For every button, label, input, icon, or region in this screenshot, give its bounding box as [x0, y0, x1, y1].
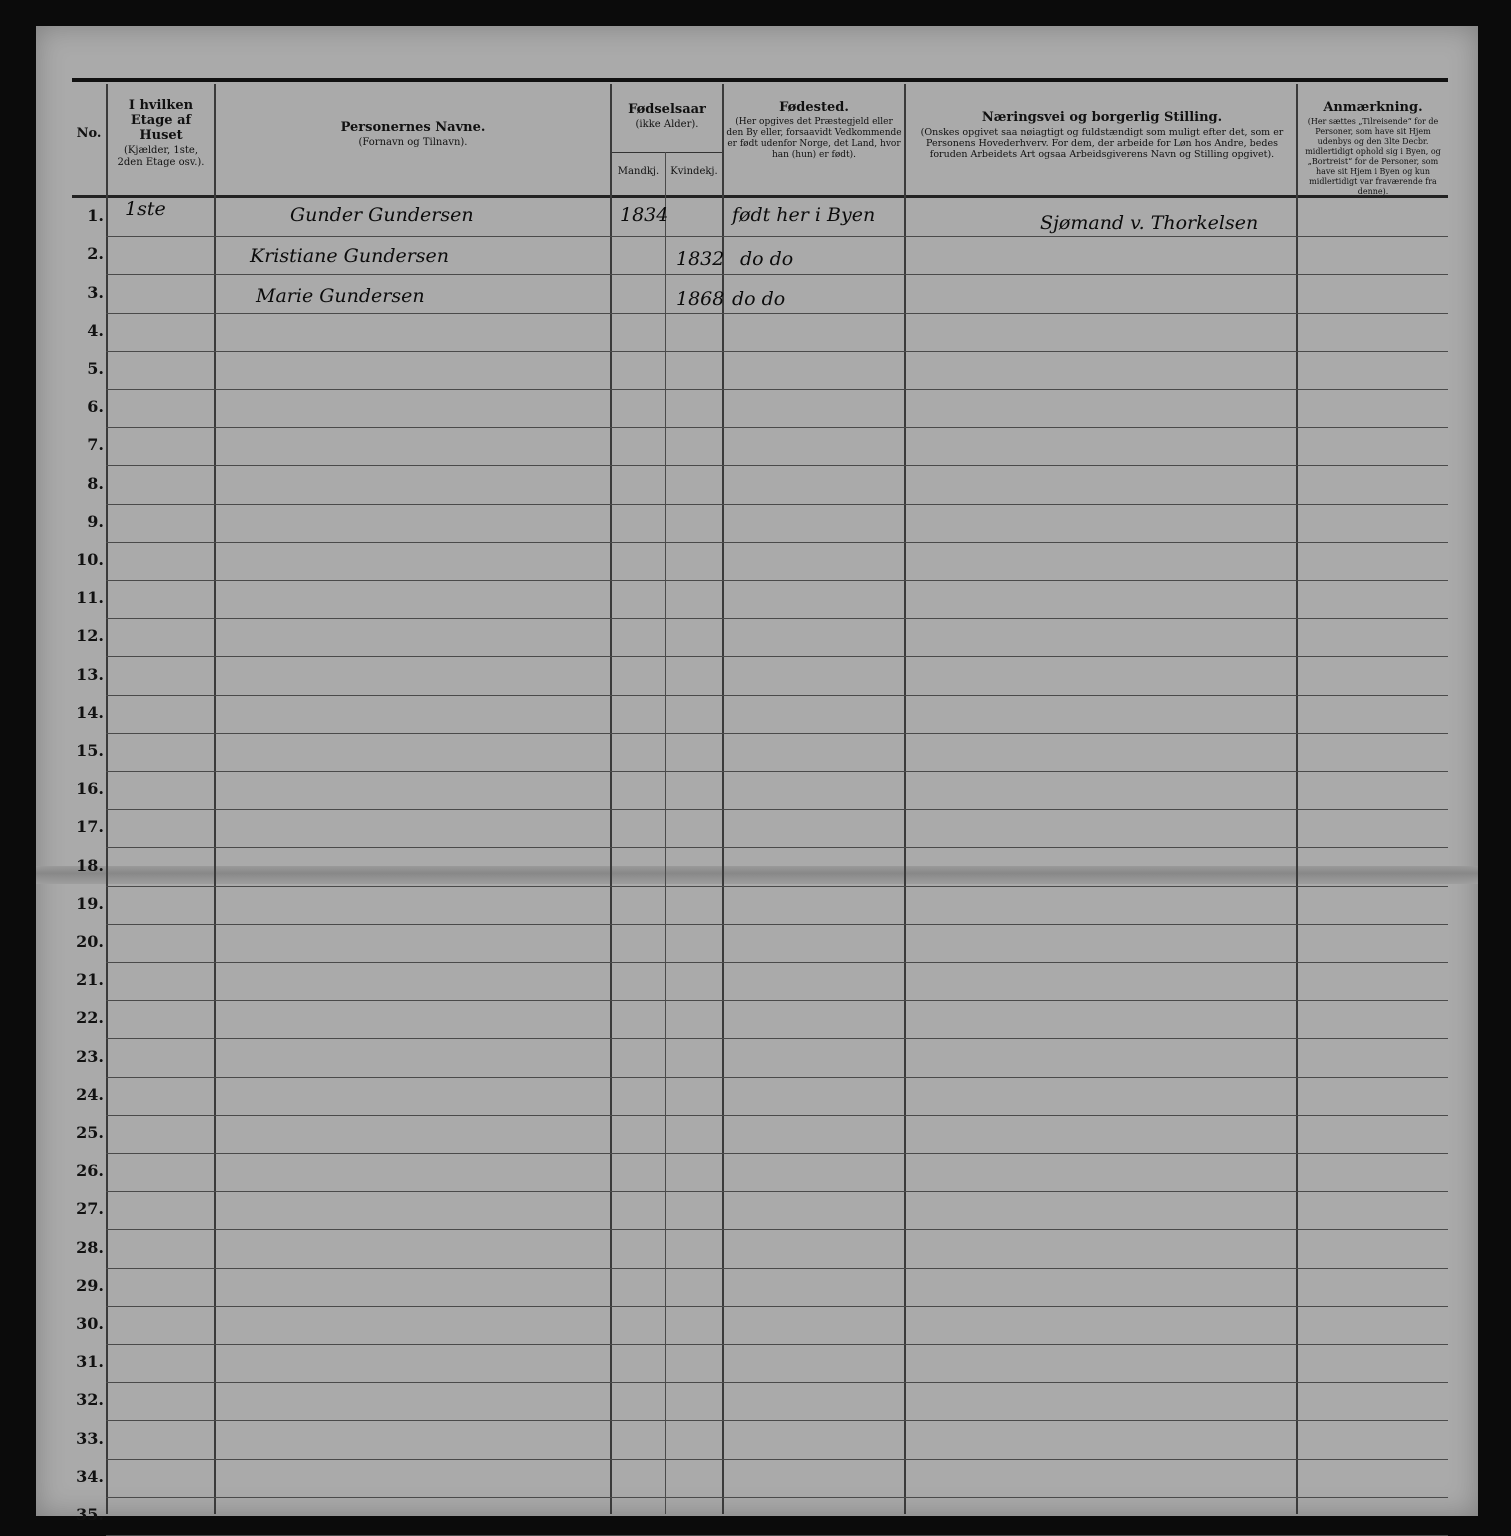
header-occupation: Næringsvei og borgerlig Stilling. (Onskes opgivet saa nøiagtigt og fuldstændigt som muligt efter det, som er Personens Hovederhverv. For dem, der arbeide for Løn hos Andre, bedes foruden Arbeidets Art ogsaa Arbeidsgiverens Navn og Stilling opgivet).: [920, 110, 1284, 160]
row-number: 22.: [76, 1008, 104, 1028]
row-number: 17.: [76, 817, 104, 837]
row-number: 16.: [76, 779, 104, 799]
header-floor: I hvilken Etage af Huset (Kjælder, 1ste, 2den Etage osv.).: [117, 98, 205, 168]
row-number: 3.: [87, 282, 104, 302]
row-number: 2.: [87, 244, 104, 264]
entry-1-floor: 1ste: [125, 198, 166, 220]
row-number: 13.: [76, 664, 104, 684]
row-number: 24.: [76, 1084, 104, 1104]
row-line: [106, 1229, 1448, 1230]
row-line: [106, 427, 1448, 428]
row-line: [106, 1382, 1448, 1383]
entry-1-occupation: Sjømand v. Thorkelsen: [1040, 212, 1259, 234]
row-number: 18.: [76, 855, 104, 875]
row-line: [106, 351, 1448, 352]
row-line: [106, 313, 1448, 314]
row-number: 1.: [87, 206, 104, 226]
row-line: [106, 580, 1448, 581]
row-number: 10.: [76, 550, 104, 569]
row-number: 4.: [87, 320, 104, 340]
row-number: 32.: [76, 1390, 104, 1410]
row-line: [106, 1191, 1448, 1192]
row-number: 33.: [76, 1428, 104, 1448]
row-number: 5.: [87, 359, 104, 378]
row-line: [106, 236, 1448, 237]
row-line: [106, 847, 1448, 848]
row-number: 19.: [76, 893, 104, 913]
row-number: 31.: [76, 1352, 104, 1372]
row-number: 15.: [76, 741, 104, 760]
header-no: No.: [76, 126, 102, 141]
row-line: [106, 542, 1448, 543]
row-line: [106, 924, 1448, 925]
entry-1-name: Gunder Gundersen: [290, 204, 474, 226]
column-divider: [904, 84, 906, 1514]
row-line: [106, 618, 1448, 619]
row-number: 28.: [76, 1237, 104, 1257]
entry-2-female-year: 1832: [676, 248, 725, 270]
row-line: [106, 886, 1448, 887]
row-number: 7.: [87, 435, 104, 455]
row-line: [106, 771, 1448, 772]
row-line: [106, 1459, 1448, 1460]
header-birth-year: Fødselsaar (ikke Alder).: [628, 102, 706, 130]
row-number: 25.: [76, 1123, 104, 1142]
row-number: 21.: [76, 970, 104, 990]
row-line: [106, 1420, 1448, 1421]
birth-year-subdivider: [665, 152, 666, 1514]
row-line: [106, 1000, 1448, 1001]
entry-2-name: Kristiane Gundersen: [250, 245, 450, 267]
row-line: [106, 465, 1448, 466]
row-line: [106, 504, 1448, 505]
row-line: [106, 962, 1448, 963]
row-line: [106, 389, 1448, 390]
row-line: [106, 1153, 1448, 1154]
header-bottom-rule: [72, 195, 1448, 198]
header-male: Mandkj.: [617, 166, 660, 177]
header-female: Kvindekj.: [670, 166, 718, 177]
entry-2-birthplace: do do: [740, 248, 794, 270]
entry-3-female-year: 1868: [676, 288, 725, 310]
row-number: 9.: [87, 511, 104, 531]
row-number: 29.: [76, 1275, 104, 1295]
row-line: [106, 656, 1448, 657]
header-remarks: Anmærkning. (Her sættes „Tilreisende“ for de Personer, som have sit Hjem udenbys og den 3lte Decbr. midlertidigt ophold sig i Byen, og „Bortreist“ for de Personer, som have sit Hjem i Byen og kun midlertidigt var fraværende fra denne).: [1305, 100, 1441, 196]
row-line: [106, 1038, 1448, 1039]
column-divider: [214, 84, 216, 1514]
row-line: [106, 733, 1448, 734]
column-divider: [1296, 84, 1298, 1514]
entry-3-birthplace: do do: [732, 288, 786, 310]
row-number: 8.: [87, 473, 104, 493]
row-number: 11.: [76, 588, 104, 608]
row-number: 27.: [76, 1199, 104, 1219]
row-line: [106, 1115, 1448, 1116]
row-line: [106, 809, 1448, 810]
header-birthplace: Fødested. (Her opgives det Præstegjeld eller den By eller, forsaavidt Vedkommende er født udenfor Norge, det Land, hvor han (hun) er født).: [726, 100, 902, 160]
row-number: 30.: [76, 1314, 104, 1333]
row-number: 12.: [76, 626, 104, 646]
row-line: [106, 1268, 1448, 1269]
entry-1-birthplace: født her i Byen: [732, 204, 876, 226]
column-divider: [610, 84, 612, 1514]
row-number: 6.: [87, 397, 104, 417]
row-line: [106, 274, 1448, 275]
row-line: [106, 695, 1448, 696]
row-line: [106, 1306, 1448, 1307]
row-line: [106, 1077, 1448, 1078]
row-number: 20.: [76, 932, 104, 951]
header-names: Personernes Navne. (Fornavn og Tilnavn).: [340, 120, 486, 148]
row-number: 14.: [76, 702, 104, 722]
entry-3-name: Marie Gundersen: [256, 285, 425, 307]
row-number: 35.: [76, 1505, 104, 1524]
row-line: [106, 1344, 1448, 1345]
column-divider: [106, 84, 108, 1514]
page-fold: [36, 866, 1478, 884]
row-number: 23.: [76, 1046, 104, 1066]
entry-1-male-year: 1834: [620, 204, 669, 226]
header-top-rule: [72, 78, 1448, 82]
row-line: [106, 1497, 1448, 1498]
row-number: 26.: [76, 1161, 104, 1181]
birth-year-subrule: [612, 152, 722, 153]
row-number: 34.: [76, 1466, 104, 1486]
